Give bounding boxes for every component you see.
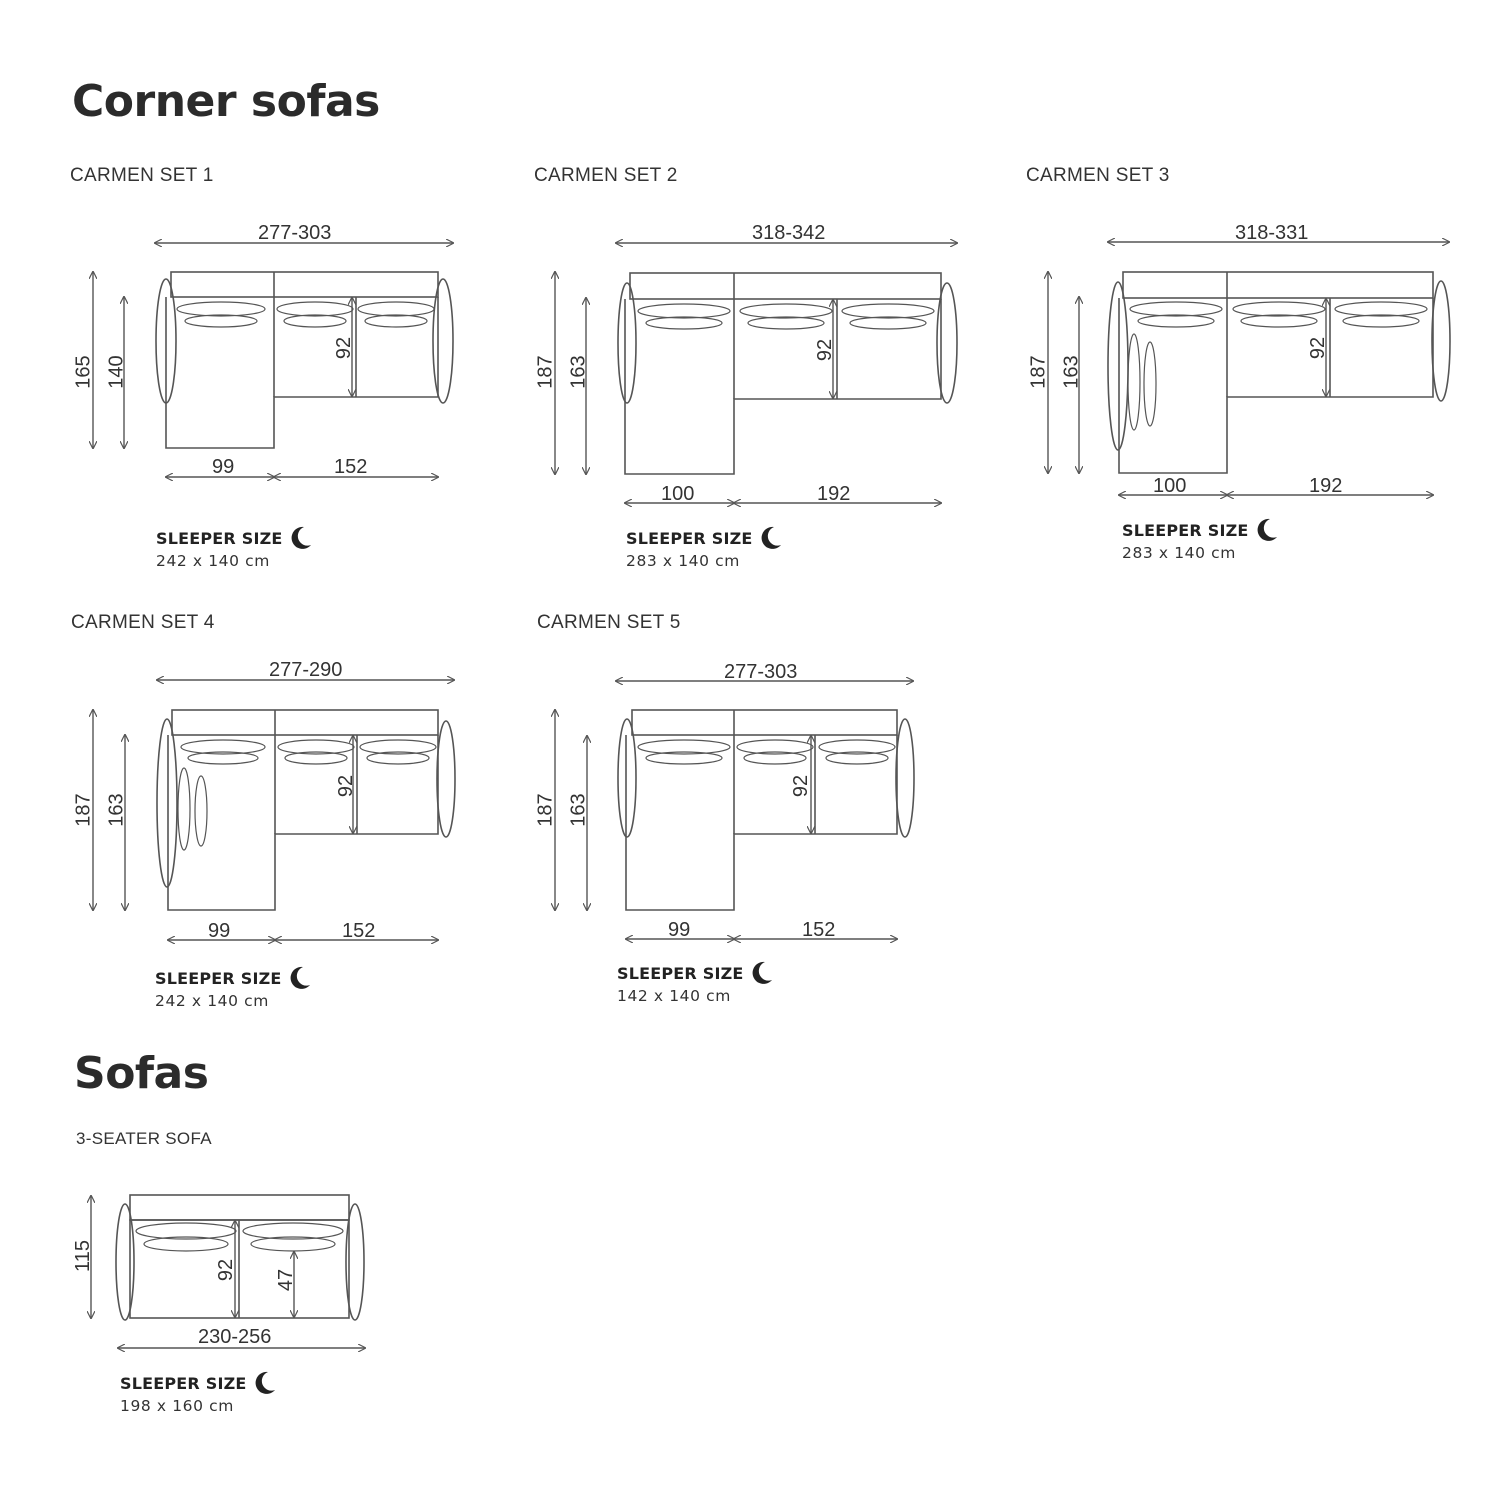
corner-sofas-heading: Corner sofas — [72, 76, 380, 127]
set-5-height-outer-label: 187 — [534, 793, 557, 827]
set-4-left-width-label: 99 — [208, 920, 231, 942]
set-1-drawing — [93, 243, 453, 477]
set-4-seat-depth-label: 92 — [335, 774, 358, 798]
set-5-seat-depth-label: 92 — [790, 774, 813, 798]
moon-icon — [1255, 517, 1279, 543]
set-1-seat-depth-label: 92 — [333, 336, 356, 360]
sleeper-size-value: 198 x 160 cm — [120, 1397, 234, 1415]
set-5-drawing — [555, 681, 914, 939]
set-4-sleeper — [155, 965, 312, 1010]
set-4-height-inner-label: 163 — [105, 793, 128, 827]
sleeper-size-label: SLEEPER SIZE — [120, 1373, 247, 1393]
set-title-carmen-1: CARMEN SET 1 — [70, 165, 214, 186]
sofa-width-label: 230-256 — [198, 1326, 272, 1348]
set-title-3-seater-sofa: 3-SEATER SOFA — [76, 1129, 212, 1148]
sofas-heading: Sofas — [74, 1048, 209, 1099]
set-3-sleeper — [1122, 517, 1279, 562]
set-3-right-width-label: 192 — [1309, 475, 1343, 497]
moon-icon — [288, 965, 312, 991]
set-2-sleeper — [626, 525, 783, 570]
set-5-right-width-label: 152 — [802, 919, 836, 941]
sleeper-size-value: 242 x 140 cm — [156, 552, 270, 570]
sleeper-size-value: 283 x 140 cm — [626, 552, 740, 570]
set-3-left-width-label: 100 — [1153, 475, 1187, 497]
set-2-left-width-label: 100 — [661, 483, 695, 505]
sofa-sleeper — [120, 1370, 277, 1415]
sofa-seat-depth-label: 92 — [215, 1258, 238, 1282]
sleeper-size-label: SLEEPER SIZE — [156, 528, 283, 548]
set-title-carmen-5: CARMEN SET 5 — [537, 612, 681, 633]
sleeper-size-label: SLEEPER SIZE — [617, 963, 744, 983]
set-2-height-outer-label: 187 — [534, 355, 557, 389]
set-5-height-inner-label: 163 — [567, 793, 590, 827]
sofa-seat-inner-label: 47 — [275, 1268, 298, 1292]
moon-icon — [289, 525, 313, 551]
set-1-height-outer-label: 165 — [72, 355, 95, 389]
set-title-carmen-4: CARMEN SET 4 — [71, 612, 215, 633]
moon-icon — [750, 960, 774, 986]
set-2-width-label: 318-342 — [752, 222, 826, 244]
set-5-width-label: 277-303 — [724, 661, 798, 683]
set-2-drawing — [555, 243, 957, 503]
sleeper-size-label: SLEEPER SIZE — [1122, 520, 1249, 540]
set-4-width-label: 277-290 — [269, 659, 343, 681]
set-4-right-width-label: 152 — [342, 920, 376, 942]
set-1-left-width-label: 99 — [212, 456, 235, 478]
set-3-width-label: 318-331 — [1235, 222, 1309, 244]
sleeper-size-value: 142 x 140 cm — [617, 987, 731, 1005]
sleeper-size-value: 283 x 140 cm — [1122, 544, 1236, 562]
set-3-seat-depth-label: 92 — [1307, 336, 1330, 360]
set-4-drawing — [93, 680, 455, 940]
sleeper-size-value: 242 x 140 cm — [155, 992, 269, 1010]
set-3-height-outer-label: 187 — [1027, 355, 1050, 389]
sofa-height-label: 115 — [71, 1240, 94, 1272]
set-3-height-inner-label: 163 — [1060, 355, 1083, 389]
set-2-seat-depth-label: 92 — [814, 338, 837, 362]
set-1-height-inner-label: 140 — [105, 355, 128, 389]
sleeper-size-label: SLEEPER SIZE — [626, 528, 753, 548]
set-4-height-outer-label: 187 — [72, 793, 95, 827]
set-1-sleeper — [156, 525, 313, 570]
set-5-sleeper — [617, 960, 774, 1005]
set-2-height-inner-label: 163 — [567, 355, 590, 389]
moon-icon — [253, 1370, 277, 1396]
set-1-width-label: 277-303 — [258, 222, 332, 244]
set-5-left-width-label: 99 — [668, 919, 691, 941]
moon-icon — [759, 525, 783, 551]
set-3-drawing — [1048, 242, 1450, 495]
set-1-right-width-label: 152 — [334, 456, 368, 478]
set-2-right-width-label: 192 — [817, 483, 851, 505]
sleeper-size-label: SLEEPER SIZE — [155, 968, 282, 988]
set-title-carmen-2: CARMEN SET 2 — [534, 165, 678, 186]
set-title-carmen-3: CARMEN SET 3 — [1026, 165, 1170, 186]
